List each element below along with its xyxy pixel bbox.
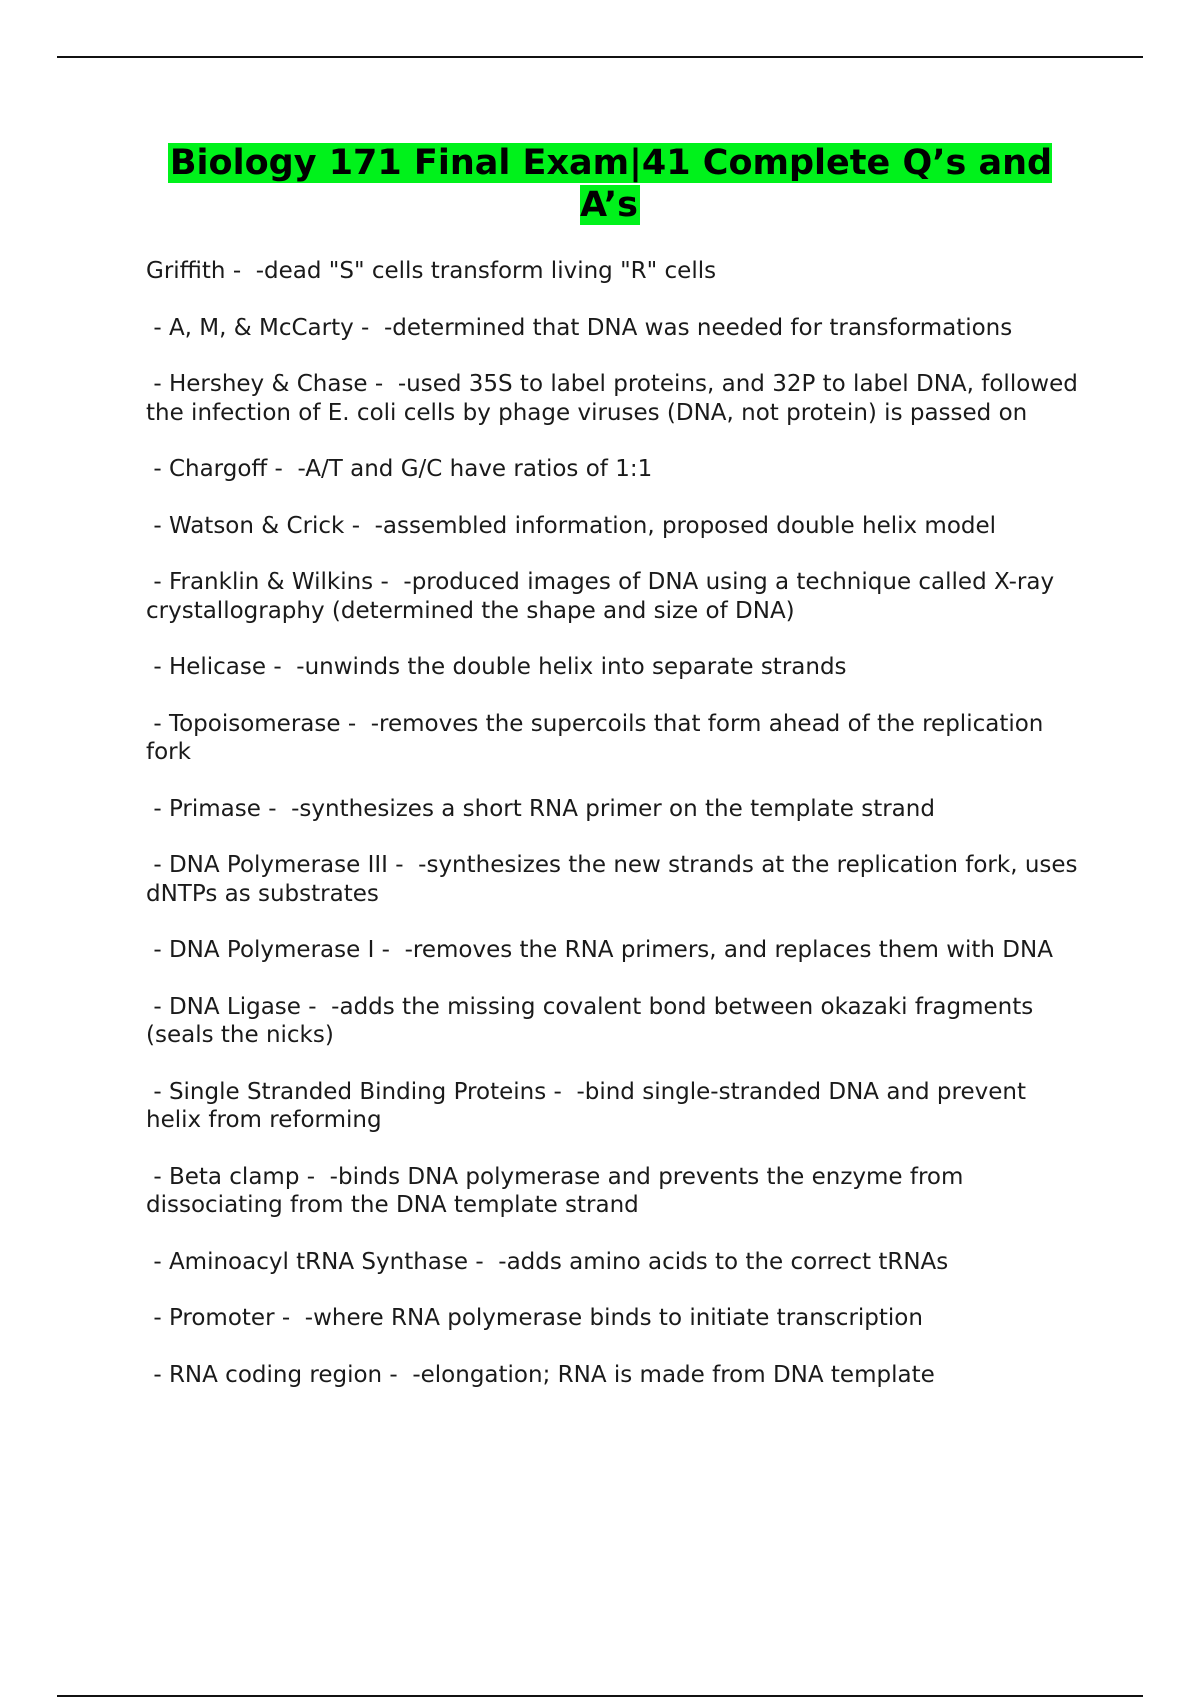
entry-prefix: - [146,654,169,680]
entry-prefix: - [146,1248,169,1275]
entry-term: Single Stranded Binding Proteins [168,1078,547,1105]
entry-definition: -produced images of DNA using a technique called X-ray crystallography (determined the shape and size of DNA) [146,569,1062,624]
qa-entry [146,370,1086,427]
qa-list [146,257,1086,1389]
qa-entry [146,1361,1086,1390]
entry-definition: -removes the supercoils that form ahead of the replication fork [146,710,1051,765]
entry-term: Promoter [168,1305,275,1331]
entry-term: Griffith [146,258,226,284]
title-text: Biology 171 Final Exam|41 Complete Q’s and A’s [169,143,1053,225]
entry-prefix: - [146,795,169,822]
entry-definition: -synthesizes a short RNA primer on the template strand [291,795,935,822]
top-divider [57,56,1143,58]
qa-entry [146,314,1086,343]
entry-prefix: - [146,1078,169,1105]
entry-definition: -adds the missing covalent bond between okazaki fragments (seals the nicks) [146,993,1041,1048]
entry-term: Aminoacyl tRNA Synthase [168,1248,469,1275]
entry-definition: -unwinds the double helix into separate strands [296,654,847,680]
entry-prefix: - [146,314,169,341]
entry-term: Helicase [168,654,267,680]
entry-prefix: - [146,1163,169,1190]
entry-term: DNA Polymerase I [168,937,375,963]
qa-entry [146,568,1086,625]
entry-prefix: - [146,371,169,397]
qa-entry [146,1078,1086,1135]
entry-term: Hershey & Chase [168,371,368,397]
entry-prefix: - [146,852,169,878]
entry-definition: -elongation; RNA is made from DNA template [412,1361,935,1388]
entry-term: RNA coding region [168,1361,383,1388]
entry-separator: - [299,1163,330,1190]
qa-entry [146,455,1086,484]
entry-prefix: - [146,1305,169,1331]
entry-separator: - [367,371,398,397]
entry-definition: -A/T and G/C have ratios of 1:1 [297,456,653,482]
entry-definition: -binds DNA polymerase and prevents the enzyme from dissociating from the DNA template strand [146,1163,971,1218]
qa-entry [146,710,1086,767]
entry-term: DNA Polymerase III [168,852,388,878]
entry-prefix: - [146,937,169,963]
entry-separator: - [468,1248,499,1275]
qa-entry [146,851,1086,908]
qa-entry [146,936,1086,965]
entry-term: A, M, & McCarty [168,314,354,341]
qa-entry [146,512,1086,541]
entry-prefix: - [146,512,169,539]
entry-definition: -used 35S to label proteins, and 32P to label DNA, followed the infection of E. coli cells by phage viruses (DNA, not protein) is passed on [146,371,1086,426]
entry-separator: - [373,569,404,595]
entry-definition: -removes the RNA primers, and replaces them with DNA [404,937,1053,963]
qa-entry [146,653,1086,682]
qa-entry [146,993,1086,1050]
entry-separator: - [300,993,332,1020]
entry-prefix: - [146,456,169,482]
entry-definition: -where RNA polymerase binds to initiate transcription [304,1305,923,1331]
entry-definition: -adds amino acids to the correct tRNAs [498,1248,949,1275]
entry-term: DNA Ligase [168,993,301,1020]
entry-term: Primase [168,795,261,822]
entry-term: Franklin & Wilkins [168,569,374,595]
entry-separator: - [260,795,292,822]
entry-definition: -dead "S" cells transform living "R" cells [255,258,717,284]
entry-separator: - [344,512,375,539]
entry-term: Beta clamp [168,1163,300,1190]
entry-separator: - [387,852,419,878]
entry-separator: - [353,314,384,341]
bottom-divider [57,1695,1143,1697]
entry-separator: - [225,258,256,284]
entry-term: Watson & Crick [168,512,345,539]
entry-separator: - [374,937,405,963]
qa-entry [146,1163,1086,1220]
page-title [140,142,1080,226]
qa-entry [146,1248,1086,1277]
entry-separator: - [267,456,298,482]
entry-definition: -assembled information, proposed double helix model [374,512,997,539]
qa-entry [146,795,1086,824]
entry-definition: -determined that DNA was needed for transformations [383,314,1013,341]
entry-prefix: - [146,1361,169,1388]
entry-separator: - [340,710,371,737]
qa-entry [146,257,1086,286]
entry-prefix: - [146,993,169,1020]
entry-prefix: - [146,569,169,595]
entry-definition: -bind single-stranded DNA and prevent helix from reforming [146,1078,1034,1133]
entry-separator: - [266,654,297,680]
qa-entry [146,1304,1086,1333]
entry-prefix: - [146,710,169,737]
entry-term: Chargoff [168,456,268,482]
entry-separator: - [274,1305,305,1331]
entry-separator: - [382,1361,413,1388]
entry-term: Topoisomerase [168,710,341,737]
entry-separator: - [546,1078,577,1105]
entry-definition: -synthesizes the new strands at the replication fork, uses dNTPs as substrates [146,852,1085,907]
